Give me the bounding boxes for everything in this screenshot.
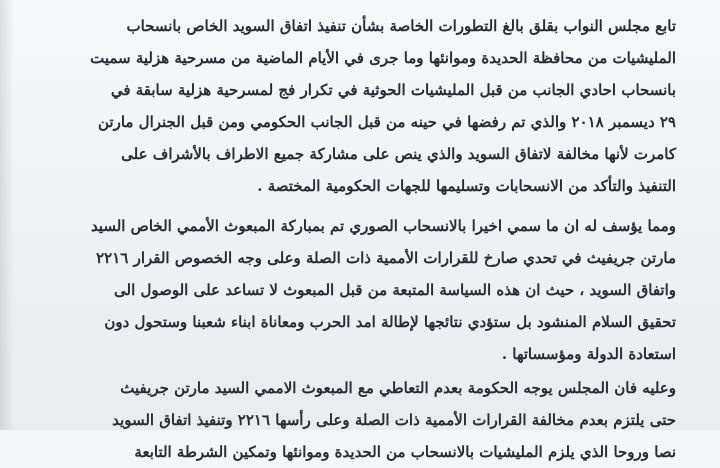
paragraph-1-line: كامرت لأنها مخالفة لاتفاق السويد والذي ينص على مشاركة جميع الاطراف بالأشراف على: [121, 145, 676, 163]
paragraph-2-line: مارتن جريفيث في تحدي صارخ للقرارات الأممية ذات الصلة وعلى وجه الخصوص القرار ٢٢١٦: [96, 249, 676, 267]
paragraph-3: [40, 372, 676, 468]
paragraph-1-line: ٢٩ ديسمبر ٢٠١٨ والذي تم رفضها في حينه من قبل الجانب الحكومي ومن قبل الجنرال مارتن: [98, 113, 676, 131]
paragraph-2-line: تحقيق السلام المنشود بل ستؤدي نتائجها لإطالة امد الحرب ومعاناة ابناء شعبنا وستحول دون: [104, 313, 676, 331]
paragraph-1: [40, 10, 676, 202]
paragraph-3-line: حتى يلتزم بعدم مخالفة القرارات الأممية ذات الصلة وعلى رأسها ٢٢١٦ وتنفيذ اتفاق السويد: [112, 411, 676, 429]
page-edge-shadow: [0, 0, 14, 430]
paragraph-2: [40, 210, 676, 370]
paragraph-1-line: المليشيات من محافظة الحديدة وموانئها وما جرى في الأيام الماضية من مسرحية هزلية سميت: [90, 49, 676, 67]
paragraph-2-line: ومما يؤسف له ان ما سمي اخيرا بالانسحاب الصوري تم بمباركة المبعوث الأممي الخاص السيد: [90, 217, 676, 235]
paragraph-1-line: بانسحاب احادي الجانب من قبل المليشيات الحوثية في تكرار فج لمسرحية هزلية سابقة في: [110, 81, 676, 99]
paragraph-1-line: التنفيذ والتأكد من الانسحابات وتسليمها للجهات الحكومية المختصة .: [257, 177, 676, 195]
paragraph-3-line: نصا وروحا الذي يلزم المليشيات بالانسحاب من الحديدة وموانئها وتمكين الشرطة التابعة: [134, 443, 676, 461]
paragraph-2-line: واتفاق السويد ، حيث ان هذه السياسة المتبعة من قبل المبعوث لا تساعد على الوصول الى: [114, 281, 676, 299]
paragraph-3-line: وعليه فان المجلس يوجه الحكومة بعدم التعاطي مع المبعوث الاممي السيد مارتن جريفيث: [120, 379, 676, 397]
paragraph-1-line: تابع مجلس النواب بقلق بالغ التطورات الخاصة بشأن تنفيذ اتفاق السويد الخاص بانسحاب: [126, 17, 676, 35]
paragraph-2-line: استعادة الدولة ومؤسساتها .: [501, 345, 676, 363]
